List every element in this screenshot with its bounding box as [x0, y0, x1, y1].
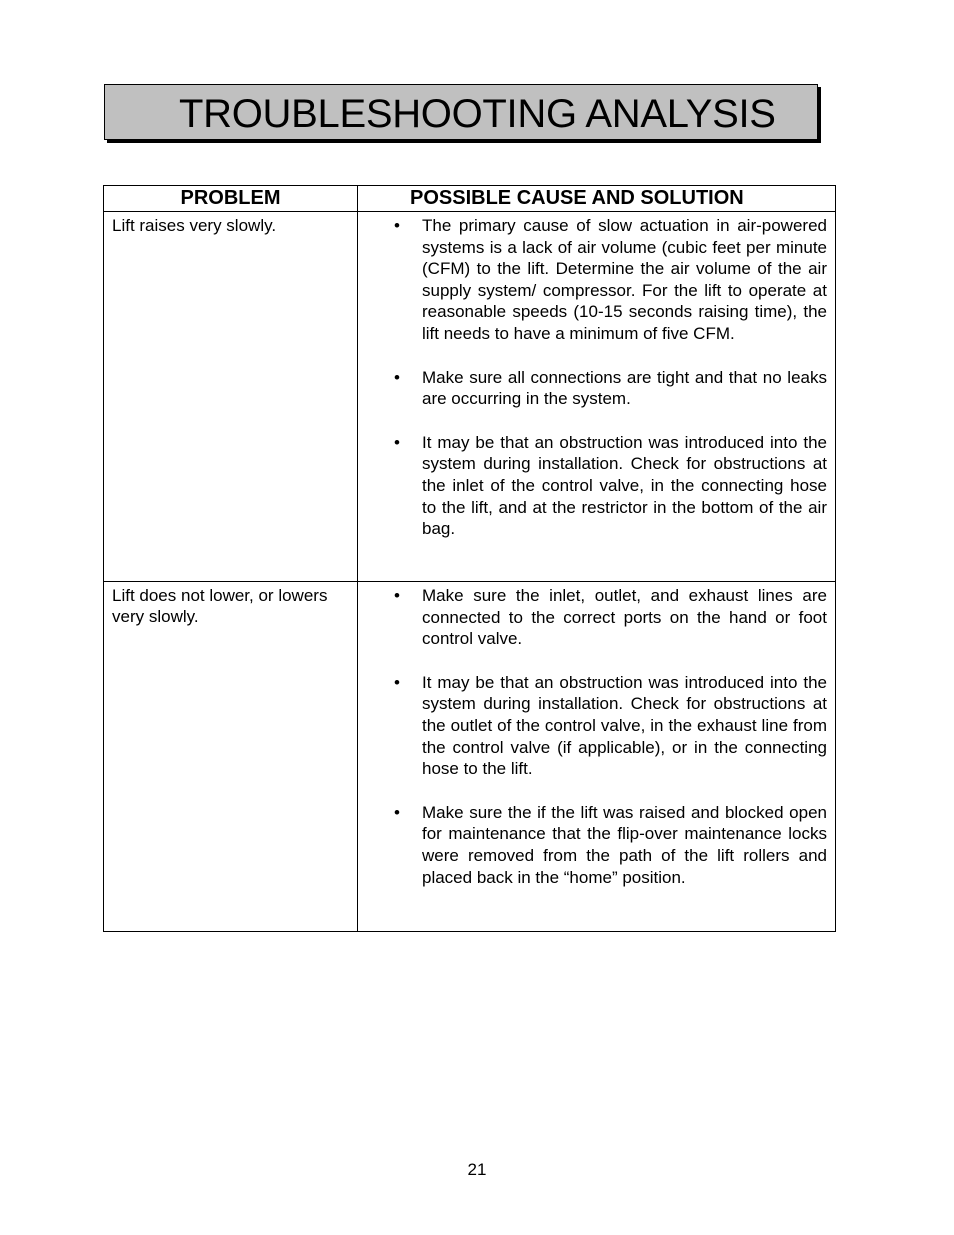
solution-text: The primary cause of slow actuation in air-powered systems is a lack of air volume (cubic feet per minute (CFM) to the lift. Determine the air volume of the air supply system/ compressor. For the lift to operate at reasonable speeds (10-15 seconds raising time), the lift needs to have a minimum of five CFM. [422, 216, 827, 343]
bullet-icon: • [394, 586, 400, 605]
table-header-row [104, 186, 836, 212]
list-item [394, 585, 827, 650]
list-item [394, 215, 827, 345]
bullet-icon: • [394, 216, 400, 235]
table-row [104, 212, 836, 582]
troubleshooting-table [103, 185, 836, 932]
list-item [394, 432, 827, 540]
column-header-problem: PROBLEM [104, 186, 358, 212]
solution-text: Make sure the inlet, outlet, and exhaust lines are connected to the correct ports on the hand or foot control valve. [422, 586, 827, 649]
solution-text: It may be that an obstruction was introduced into the system during installation. Check for obstructions at the outlet of the control valve, in the exhaust line from the control valve (if applicable), or in the connecting hose to the lift. [422, 672, 827, 779]
bullet-icon: • [394, 802, 400, 822]
solution-cell [358, 212, 836, 582]
solution-text: Make sure the if the lift was raised and blocked open for maintenance that the flip-over maintenance locks were removed from the path of the lift rollers and placed back in the “home” position. [422, 802, 827, 887]
solution-cell [358, 582, 836, 932]
bullet-icon: • [394, 367, 400, 387]
solution-list [394, 215, 827, 540]
bullet-icon: • [394, 432, 400, 452]
column-header-solution: POSSIBLE CAUSE AND SOLUTION [358, 186, 836, 212]
bullet-icon: • [394, 672, 400, 692]
problem-cell: Lift does not lower, or lowers very slowly. [104, 582, 358, 932]
list-item [394, 672, 827, 780]
list-item [394, 367, 827, 410]
page-number: 21 [467, 1160, 487, 1179]
list-item [394, 802, 827, 888]
solution-text: Make sure all connections are tight and that no leaks are occurring in the system. [422, 367, 827, 409]
page-title-box [104, 84, 818, 140]
solution-text: It may be that an obstruction was introduced into the system during installation. Check for obstructions at the inlet of the control valve, in the connecting hose to the lift, and at the restrictor in the bottom of the air bag. [422, 432, 827, 539]
page-title: TROUBLESHOOTING ANALYSIS [179, 92, 776, 136]
problem-cell: Lift raises very slowly. [104, 212, 358, 582]
table-row [104, 582, 836, 932]
solution-list [394, 585, 827, 888]
